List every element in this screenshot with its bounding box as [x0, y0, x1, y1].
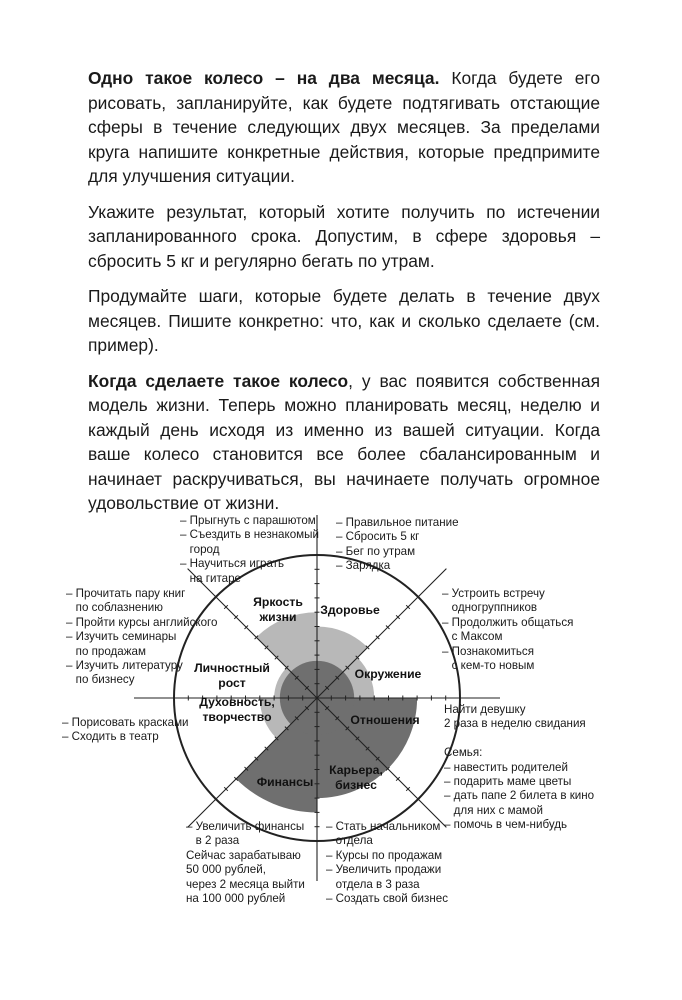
segment-label-5: Карьера, бизнес	[329, 763, 383, 792]
segment-label-6: Финансы	[256, 775, 314, 789]
note-top-right: – Правильное питание – Сбросить 5 кг – Бег по утрам – Зарядка	[336, 516, 459, 573]
paragraph-1-bold: Одно такое колесо – на два месяца.	[88, 68, 440, 88]
segment-label-8: Личностный рост	[194, 661, 270, 690]
segment-label-2: Здоровье	[320, 603, 380, 617]
note-upper-right: – Устроить встречу одногруппников – Продолжить общаться с Максом – Познакомиться с кем-то новым	[442, 587, 574, 673]
note-upper-left: – Прочитать пару книг по соблазнению – Пройти курсы английского – Изучить семинары по продажам – Изучить литературу по бизнесу	[66, 587, 218, 687]
note-right: Найти девушку 2 раза в неделю свидания Семья: – навестить родителей – подарить маме цветы – дать папе 2 билета в кино для них с мамой – помочь в чем-нибудь	[444, 703, 595, 832]
note-top-left: – Прыгнуть с парашютом – Съездить в незнакомый город – Научиться играть на гитаре	[180, 514, 319, 585]
paragraph-1-text: Когда будете его рисовать, запланируйте, как будете подтягивать отстающие сферы в течение следующих двух месяцев. За пределами круга напишите конкретные действия, которые предпримите для улучшения ситуации.	[88, 68, 600, 186]
segment-label-7: Духовность, творчество	[199, 695, 275, 724]
paragraph-4-bold: Когда сделаете такое колесо	[88, 370, 349, 391]
note-bottom-right: – Стать начальником отдела – Курсы по продажам – Увеличить продажи отдела в 3 раза – Создать свой бизнес	[326, 820, 449, 906]
segment-label-4: Отношения	[350, 713, 420, 727]
paragraph-3-text: Продумайте шаги, которые будете делать в течение двух месяцев. Пишите конкретно: что, как и сколько сделаете (см. пример).	[88, 286, 600, 355]
segment-label-3: Окружение	[354, 667, 422, 681]
paragraph-2-text: Укажите результат, который хотите получить по истечении запланированного срока. Допустим, в сфере здоровья – сбросить 5 кг и регулярно бегать по утрам.	[88, 201, 600, 271]
segment-label-1: Яркость жизни	[253, 595, 303, 624]
paragraph-4-text: , у вас появится собственная модель жизни. Теперь можно планировать месяц, неделю и каждый день исходя из именно из вашей ситуации. Когда ваше колесо становится все более сбалансированным и начинает раскручиваться, вы начинаете получать огромное удовольствие от жизни.	[88, 370, 601, 513]
note-left: – Порисовать красками – Сходить в театр	[62, 716, 189, 744]
note-bottom-left: – Увеличить финансы в 2 раза Сейчас зарабатываю 50 000 рублей, через 2 месяца выйти на 100 000 рублей	[186, 820, 305, 906]
